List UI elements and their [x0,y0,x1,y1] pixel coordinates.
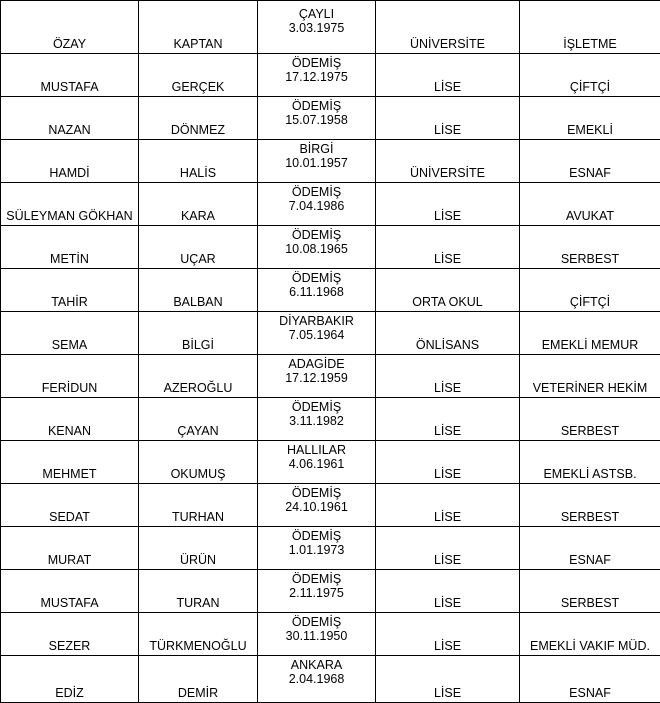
first-name-cell: SÜLEYMAN GÖKHAN [1,183,139,226]
last-name-cell: ÜRÜN [139,527,258,570]
education-cell: LİSE [376,441,520,484]
birth-place: HALLILAR [258,443,375,457]
birth-place: ÖDEMİŞ [258,271,375,285]
birth-place: DİYARBAKIR [258,314,375,328]
birth-place: ÖDEMİŞ [258,486,375,500]
table-row [1,269,660,312]
table-row [1,226,660,269]
birth-cell [258,140,376,183]
table-row [1,484,660,527]
education-cell: LİSE [376,398,520,441]
birth-place: ÖDEMİŞ [258,400,375,414]
first-name-cell: EDİZ [1,656,139,703]
birth-date: 7.04.1986 [258,199,375,213]
table-row [1,355,660,398]
first-name-cell: MURAT [1,527,139,570]
birth-cell [258,226,376,269]
education-cell: LİSE [376,54,520,97]
birth-date: 4.06.1961 [258,457,375,471]
last-name-cell: TÜRKMENOĞLU [139,613,258,656]
occupation-cell: AVUKAT [520,183,660,226]
birth-date: 24.10.1961 [258,500,375,514]
birth-date: 30.11.1950 [258,629,375,643]
birth-place: BİRGİ [258,142,375,156]
education-cell: LİSE [376,97,520,140]
first-name-cell: MUSTAFA [1,570,139,613]
occupation-cell: EMEKLİ MEMUR [520,312,660,355]
birth-cell [258,484,376,527]
last-name-cell: HALİS [139,140,258,183]
birth-place: ADAGİDE [258,357,375,371]
first-name-cell: TAHİR [1,269,139,312]
last-name-cell: ÇAYAN [139,398,258,441]
occupation-cell: SERBEST [520,484,660,527]
table-row [1,441,660,484]
last-name-cell: UÇAR [139,226,258,269]
birth-date: 7.05.1964 [258,328,375,342]
occupation-cell: EMEKLİ VAKIF MÜD. [520,613,660,656]
table-row [1,398,660,441]
birth-place: ÖDEMİŞ [258,185,375,199]
birth-cell [258,527,376,570]
birth-cell [258,54,376,97]
birth-date: 10.01.1957 [258,156,375,170]
occupation-cell: VETERİNER HEKİM [520,355,660,398]
birth-cell [258,613,376,656]
birth-cell [258,441,376,484]
first-name-cell: METİN [1,226,139,269]
birth-cell [258,355,376,398]
last-name-cell: BİLGİ [139,312,258,355]
birth-date: 10.08.1965 [258,242,375,256]
first-name-cell: ÖZAY [1,1,139,54]
last-name-cell: KARA [139,183,258,226]
birth-place: ANKARA [258,658,375,672]
first-name-cell: MEHMET [1,441,139,484]
birth-place: ÖDEMİŞ [258,529,375,543]
birth-place: ÖDEMİŞ [258,615,375,629]
birth-date: 17.12.1975 [258,70,375,84]
education-cell: ÜNİVERSİTE [376,1,520,54]
birth-cell [258,656,376,703]
occupation-cell: ÇİFTÇİ [520,54,660,97]
first-name-cell: FERİDUN [1,355,139,398]
birth-place: ÖDEMİŞ [258,572,375,586]
first-name-cell: SEMA [1,312,139,355]
table-row [1,312,660,355]
table-row [1,570,660,613]
birth-place: ÖDEMİŞ [258,56,375,70]
birth-place: ÖDEMİŞ [258,99,375,113]
last-name-cell: TURHAN [139,484,258,527]
birth-date: 3.03.1975 [258,21,375,35]
birth-date: 17.12.1959 [258,371,375,385]
table-row [1,613,660,656]
education-cell: ÜNİVERSİTE [376,140,520,183]
last-name-cell: DEMİR [139,656,258,703]
last-name-cell: AZEROĞLU [139,355,258,398]
education-cell: LİSE [376,484,520,527]
first-name-cell: NAZAN [1,97,139,140]
first-name-cell: SEZER [1,613,139,656]
education-cell: LİSE [376,226,520,269]
education-cell: ORTA OKUL [376,269,520,312]
occupation-cell: SERBEST [520,226,660,269]
table-row [1,54,660,97]
education-cell: LİSE [376,570,520,613]
birth-date: 3.11.1982 [258,414,375,428]
birth-date: 1.01.1973 [258,543,375,557]
table-row [1,527,660,570]
occupation-cell: ÇİFTÇİ [520,269,660,312]
occupation-cell: ESNAF [520,527,660,570]
birth-cell [258,570,376,613]
table-row [1,140,660,183]
last-name-cell: OKUMUŞ [139,441,258,484]
education-cell: LİSE [376,183,520,226]
birth-place: ÇAYLI [258,7,375,21]
birth-cell [258,1,376,54]
birth-date: 2.11.1975 [258,586,375,600]
occupation-cell: EMEKLİ [520,97,660,140]
birth-date: 15.07.1958 [258,113,375,127]
last-name-cell: DÖNMEZ [139,97,258,140]
first-name-cell: MUSTAFA [1,54,139,97]
education-cell: LİSE [376,527,520,570]
first-name-cell: KENAN [1,398,139,441]
birth-place: ÖDEMİŞ [258,228,375,242]
occupation-cell: SERBEST [520,570,660,613]
education-cell: LİSE [376,613,520,656]
last-name-cell: KAPTAN [139,1,258,54]
table-row [1,183,660,226]
occupation-cell: SERBEST [520,398,660,441]
birth-cell [258,269,376,312]
birth-cell [258,312,376,355]
table-row [1,97,660,140]
occupation-cell: ESNAF [520,140,660,183]
birth-cell [258,97,376,140]
first-name-cell: SEDAT [1,484,139,527]
last-name-cell: BALBAN [139,269,258,312]
education-cell: LİSE [376,656,520,703]
occupation-cell: EMEKLİ ASTSB. [520,441,660,484]
first-name-cell: HAMDİ [1,140,139,183]
roster-body [1,1,660,703]
birth-cell [258,398,376,441]
occupation-cell: ESNAF [520,656,660,703]
birth-date: 6.11.1968 [258,285,375,299]
last-name-cell: TURAN [139,570,258,613]
education-cell: LİSE [376,355,520,398]
table-row [1,1,660,54]
education-cell: ÖNLİSANS [376,312,520,355]
birth-date: 2.04.1968 [258,672,375,686]
birth-cell [258,183,376,226]
table-row [1,656,660,703]
last-name-cell: GERÇEK [139,54,258,97]
occupation-cell: İŞLETME [520,1,660,54]
